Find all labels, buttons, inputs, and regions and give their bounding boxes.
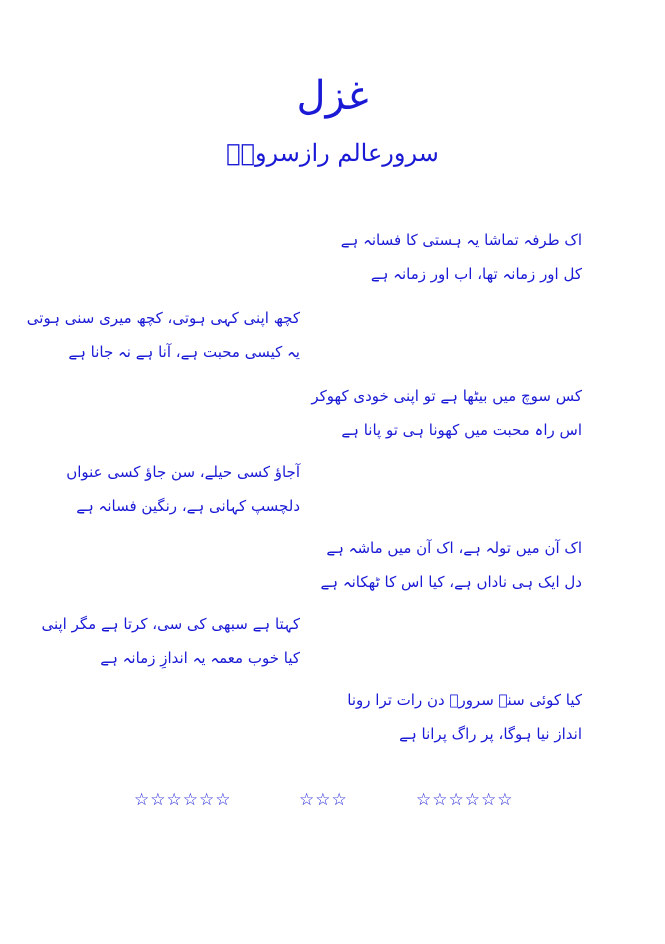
verse-line: آجاؤ کسی حیلے، سن جاؤ کسی عنواں xyxy=(66,463,300,481)
verse-line: کچھ اپنی کہی ہوتی، کچھ میری سنی ہوتی xyxy=(26,309,300,327)
verse-line: دل ایک ہی ناداں ہے، کیا اس کا ٹھکانہ ہے xyxy=(320,573,582,591)
verse-line: اک آن میں تولہ ہے، اک آن میں ماشہ ہے xyxy=(326,539,582,557)
verse-line: کیا کوئی سنے سرورؔ دن رات ترا رونا xyxy=(347,691,582,709)
verse-line: کل اور زمانہ تھا، اب اور زمانہ ہے xyxy=(370,265,582,283)
poem-title: غزل xyxy=(296,73,369,119)
verse-line: کیا خوب معمہ یہ اندازِ زمانہ ہے xyxy=(100,649,300,667)
star-divider-right: ☆☆☆☆☆☆ xyxy=(416,790,514,810)
verse-line: کس سوچ میں بیٹھا ہے تو اپنی خودی کھوکر xyxy=(311,387,582,405)
star-divider-left: ☆☆☆☆☆☆ xyxy=(134,790,232,810)
poet-name: سرورعالم رازسرورؔ xyxy=(226,139,439,167)
verse-line: انداز نیا ہوگا، پر راگ پرانا ہے xyxy=(399,725,582,743)
verse-line: کہتا ہے سبھی کی سی، کرتا ہے مگر اپنی xyxy=(41,615,300,633)
verse-line: اک طرفہ تماشا یہ ہستی کا فسانہ ہے xyxy=(340,231,582,249)
verse-line: اس راہ محبت میں کھونا ہی تو پانا ہے xyxy=(341,421,582,439)
verse-line: یہ کیسی محبت ہے، آنا ہے نہ جانا ہے xyxy=(68,343,300,361)
star-divider-middle: ☆☆☆ xyxy=(299,790,348,810)
verse-line: دلچسپ کہانی ہے، رنگین فسانہ ہے xyxy=(76,497,300,515)
